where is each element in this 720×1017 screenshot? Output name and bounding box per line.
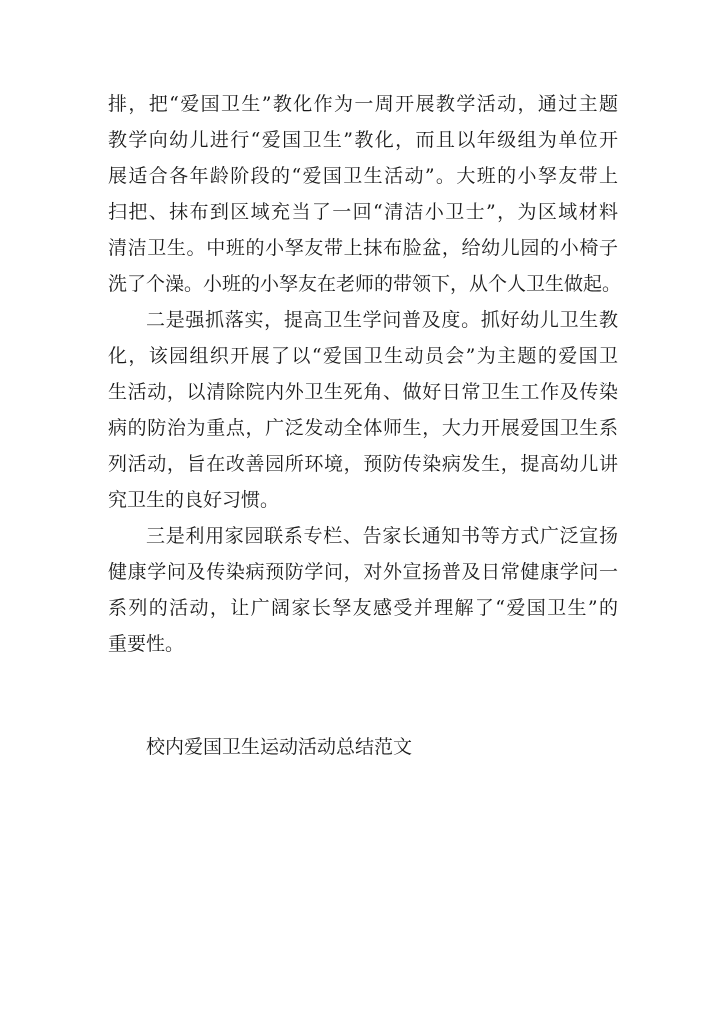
- text-line: 展适合各年龄阶段的“爱国卫生活动”。大班的小孥友带上: [108, 165, 618, 187]
- text-line: 二是强抓落实，提高卫生学问普及度。抓好幼儿卫生教: [146, 309, 618, 331]
- text-line: 排，把“爱国卫生”教化作为一周开展教学活动，通过主题: [108, 93, 618, 115]
- paragraph-implementation: [108, 302, 618, 518]
- document-body: [108, 86, 622, 662]
- text-line: 化，该园组织开展了以“爱国卫生动员会”为主题的爱国卫: [108, 345, 618, 367]
- text-line: 三是利用家园联系专栏、告家长通知书等方式广泛宣扬: [146, 525, 618, 547]
- text-line: 教学向幼儿进行“爱国卫生”教化，而且以年级组为单位开: [108, 129, 618, 151]
- text-line: 洗了个澡。小班的小孥友在老师的带领下，从个人卫生做起。: [108, 273, 622, 295]
- paragraph-home-school: [108, 518, 618, 662]
- text-line: 列活动，旨在改善园所环境，预防传染病发生，提高幼儿讲: [108, 453, 618, 475]
- paragraph-hygiene-education: [108, 86, 622, 302]
- text-line: 生活动，以清除院内外卫生死角、做好日常卫生工作及传染: [108, 381, 618, 403]
- text-line: 究卫生的良好习惯。: [108, 489, 280, 511]
- text-line: 清洁卫生。中班的小孥友带上抹布脸盆，给幼儿园的小椅子: [108, 237, 618, 259]
- next-article-title: 校内爱国卫生运动活动总结范文: [146, 736, 413, 758]
- text-line: 病的防治为重点，广泛发动全体师生，大力开展爱国卫生系: [108, 417, 618, 439]
- text-line: 系列的活动，让广阔家长孥友感受并理解了“爱国卫生”的: [108, 597, 618, 619]
- text-line: 健康学问及传染病预防学问，对外宣扬普及日常健康学问一: [108, 561, 618, 583]
- text-line: 扫把、抹布到区域充当了一回“清洁小卫士”，为区域材料: [108, 201, 618, 223]
- text-line: 重要性。: [108, 633, 185, 655]
